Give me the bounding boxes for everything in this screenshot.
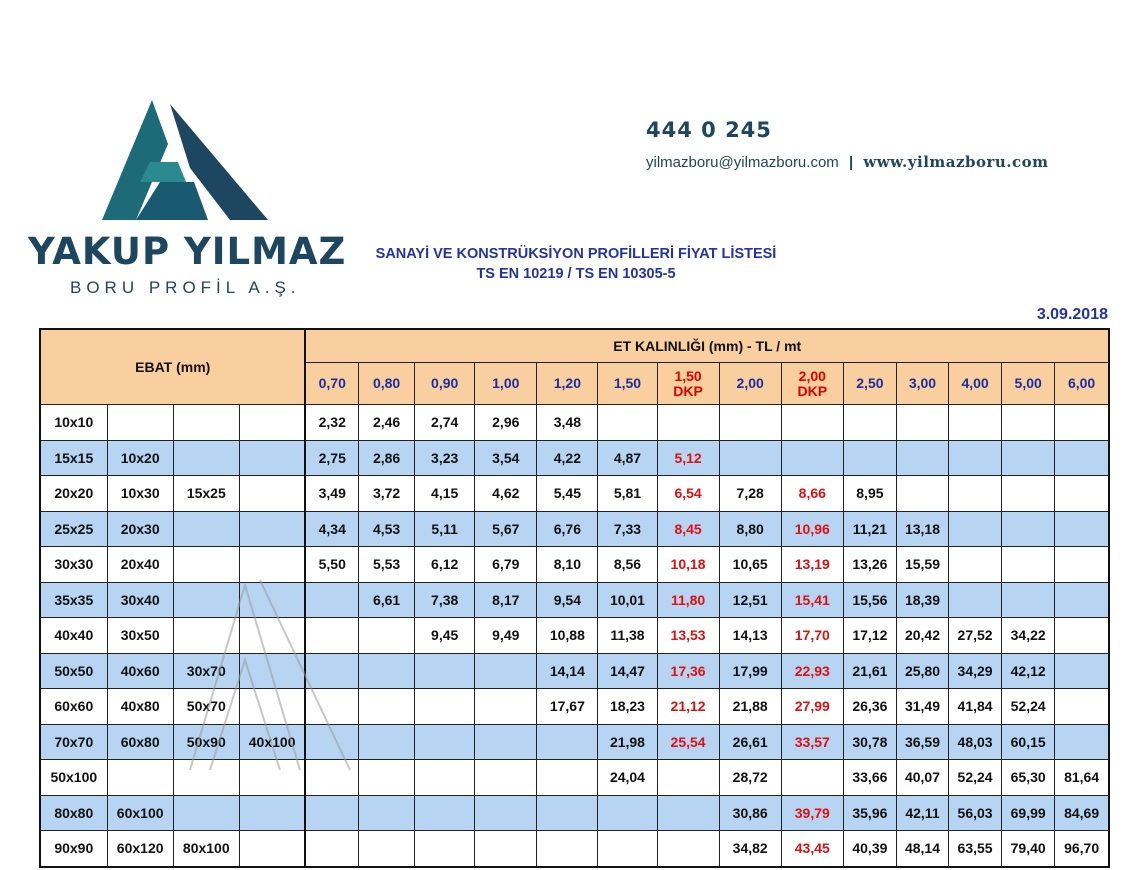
price-cell: [305, 653, 358, 689]
ebat-header: EBAT (mm): [40, 329, 305, 405]
price-cell: [843, 440, 896, 476]
price-cell: [949, 440, 1002, 476]
price-cell: 18,23: [598, 689, 657, 725]
size-cell: [173, 547, 239, 583]
price-cell: [305, 795, 358, 831]
price-cell: 5,45: [537, 476, 598, 512]
price-cell: 11,80: [657, 582, 719, 618]
size-cell: 60x60: [40, 689, 107, 725]
price-cell: 5,67: [475, 511, 537, 547]
price-cell: [781, 405, 843, 441]
thickness-col-3: [475, 363, 537, 405]
price-cell: 40,07: [896, 760, 948, 796]
price-cell: [359, 795, 415, 831]
table-row: [40, 795, 1109, 831]
price-cell: [475, 760, 537, 796]
price-cell: 2,46: [359, 405, 415, 441]
size-cell: [239, 547, 305, 583]
thickness-value: 1,20: [553, 375, 581, 392]
price-cell: 8,80: [719, 511, 781, 547]
price-cell: [1002, 547, 1055, 583]
price-cell: 25,80: [896, 653, 948, 689]
price-cell: [359, 618, 415, 654]
price-cell: 34,29: [949, 653, 1002, 689]
size-cell: 80x100: [173, 831, 239, 867]
thickness-col-0: [305, 363, 358, 405]
size-cell: [239, 831, 305, 867]
size-cell: [239, 653, 305, 689]
price-cell: [657, 795, 719, 831]
price-cell: 17,12: [843, 618, 896, 654]
price-cell: [475, 724, 537, 760]
brand-name: YAKUP YILMAZ: [28, 230, 347, 273]
price-cell: 65,30: [1002, 760, 1055, 796]
price-cell: 10,01: [598, 582, 657, 618]
price-cell: [1055, 405, 1109, 441]
size-cell: 60x80: [107, 724, 173, 760]
thickness-col-6: [657, 363, 719, 405]
size-cell: 10x10: [40, 405, 107, 441]
thickness-value: 1,50: [613, 375, 642, 392]
table-row: [40, 618, 1109, 654]
table-row: [40, 547, 1109, 583]
price-cell: [896, 405, 948, 441]
price-cell: 56,03: [949, 795, 1002, 831]
thickness-col-2: [415, 363, 475, 405]
price-cell: [475, 689, 537, 725]
price-cell: 2,96: [475, 405, 537, 441]
table-row: [40, 653, 1109, 689]
price-cell: 69,99: [1002, 795, 1055, 831]
price-cell: 2,86: [359, 440, 415, 476]
price-cell: [949, 405, 1002, 441]
price-cell: 41,84: [949, 689, 1002, 725]
price-cell: 15,56: [843, 582, 896, 618]
price-cell: 42,12: [1002, 653, 1055, 689]
price-cell: 6,54: [657, 476, 719, 512]
price-cell: 24,04: [598, 760, 657, 796]
price-cell: [1055, 618, 1109, 654]
price-cell: [1055, 582, 1109, 618]
thickness-col-12: [1002, 363, 1055, 405]
thickness-dkp-label: DKP: [797, 382, 828, 399]
price-cell: 4,53: [359, 511, 415, 547]
price-cell: [415, 831, 475, 867]
price-cell: [781, 440, 843, 476]
price-cell: 7,28: [719, 476, 781, 512]
price-cell: 8,66: [781, 476, 843, 512]
price-cell: [949, 547, 1002, 583]
size-cell: 90x90: [40, 831, 107, 867]
price-table-body: [40, 405, 1109, 867]
price-cell: 10,88: [537, 618, 598, 654]
price-cell: [415, 795, 475, 831]
price-cell: 5,12: [657, 440, 719, 476]
table-row: [40, 760, 1109, 796]
size-cell: 40x100: [239, 724, 305, 760]
price-cell: [657, 831, 719, 867]
thickness-col-8: [781, 363, 843, 405]
price-cell: 30,78: [843, 724, 896, 760]
price-cell: [305, 618, 358, 654]
size-cell: [239, 795, 305, 831]
size-cell: 50x100: [40, 760, 107, 796]
price-cell: 17,67: [537, 689, 598, 725]
price-cell: 6,12: [415, 547, 475, 583]
price-cell: [1002, 476, 1055, 512]
size-cell: 35x35: [40, 582, 107, 618]
price-cell: 3,48: [537, 405, 598, 441]
price-cell: 35,96: [843, 795, 896, 831]
table-row: [40, 831, 1109, 867]
thickness-value: 6,00: [1067, 375, 1096, 392]
price-cell: 52,24: [949, 760, 1002, 796]
size-cell: 15x15: [40, 440, 107, 476]
email-link[interactable]: yilmazboru@yilmazboru.com: [646, 154, 839, 171]
price-cell: 4,62: [475, 476, 537, 512]
price-cell: 13,18: [896, 511, 948, 547]
size-cell: [107, 760, 173, 796]
size-cell: 20x20: [40, 476, 107, 512]
thickness-col-1: [359, 363, 415, 405]
price-cell: 4,87: [598, 440, 657, 476]
size-cell: 30x40: [107, 582, 173, 618]
price-cell: 52,24: [1002, 689, 1055, 725]
thickness-value: 2,00: [798, 367, 826, 384]
price-cell: [475, 831, 537, 867]
size-cell: 30x50: [107, 618, 173, 654]
table-row: [40, 476, 1109, 512]
price-cell: 21,12: [657, 689, 719, 725]
price-cell: 10,65: [719, 547, 781, 583]
price-cell: [1055, 476, 1109, 512]
size-cell: [239, 511, 305, 547]
price-cell: 22,93: [781, 653, 843, 689]
thickness-value: 2,00: [736, 375, 764, 392]
price-cell: [843, 405, 896, 441]
price-cell: 3,54: [475, 440, 537, 476]
price-cell: 17,99: [719, 653, 781, 689]
price-cell: 27,52: [949, 618, 1002, 654]
size-cell: 40x80: [107, 689, 173, 725]
price-cell: 7,33: [598, 511, 657, 547]
size-cell: 60x120: [107, 831, 173, 867]
price-cell: [415, 760, 475, 796]
thickness-col-9: [843, 363, 896, 405]
size-cell: [239, 405, 305, 441]
price-cell: [657, 760, 719, 796]
price-cell: 20,42: [896, 618, 948, 654]
company-logo: [28, 100, 347, 300]
price-cell: 25,54: [657, 724, 719, 760]
price-cell: 17,36: [657, 653, 719, 689]
size-cell: 80x80: [40, 795, 107, 831]
price-cell: 84,69: [1055, 795, 1109, 831]
price-cell: 21,98: [598, 724, 657, 760]
price-cell: [305, 689, 358, 725]
price-cell: 60,15: [1002, 724, 1055, 760]
price-cell: [598, 795, 657, 831]
website-link[interactable]: www.yilmazboru.com: [863, 153, 1049, 171]
thickness-value: 1,00: [492, 375, 520, 392]
price-cell: [537, 795, 598, 831]
brand-subtitle: BORU PROFİL A.Ş.: [70, 278, 301, 297]
price-cell: 14,13: [719, 618, 781, 654]
size-cell: 70x70: [40, 724, 107, 760]
price-cell: 17,70: [781, 618, 843, 654]
price-cell: 42,11: [896, 795, 948, 831]
size-cell: [239, 440, 305, 476]
price-cell: 39,79: [781, 795, 843, 831]
price-cell: [475, 653, 537, 689]
price-cell: [598, 831, 657, 867]
thickness-value: 0,80: [372, 375, 401, 392]
price-cell: [949, 476, 1002, 512]
price-cell: 2,32: [305, 405, 358, 441]
price-cell: [1055, 653, 1109, 689]
price-cell: [359, 831, 415, 867]
size-cell: 10x20: [107, 440, 173, 476]
size-cell: [239, 618, 305, 654]
price-list-title: [346, 244, 806, 284]
price-cell: [305, 831, 358, 867]
price-cell: [719, 440, 781, 476]
price-cell: [1055, 547, 1109, 583]
thickness-header: ET KALINLIĞI (mm) - TL / mt: [305, 329, 1109, 363]
price-cell: 63,55: [949, 831, 1002, 867]
size-cell: 15x25: [173, 476, 239, 512]
price-cell: [598, 405, 657, 441]
size-cell: 50x50: [40, 653, 107, 689]
price-cell: 10,96: [781, 511, 843, 547]
price-cell: [359, 760, 415, 796]
price-cell: 26,61: [719, 724, 781, 760]
price-cell: [305, 760, 358, 796]
price-cell: [1055, 724, 1109, 760]
price-cell: [949, 511, 1002, 547]
size-cell: [173, 760, 239, 796]
table-row: [40, 511, 1109, 547]
price-cell: 3,49: [305, 476, 358, 512]
price-cell: 33,57: [781, 724, 843, 760]
thickness-col-4: [537, 363, 598, 405]
price-cell: 34,22: [1002, 618, 1055, 654]
price-cell: 12,51: [719, 582, 781, 618]
price-cell: [1002, 440, 1055, 476]
price-cell: 5,11: [415, 511, 475, 547]
thickness-value: 3,00: [908, 375, 937, 392]
title-line-1: SANAYİ VE KONSTRÜKSİYON PROFİLLERİ FİYAT LİSTESİ: [375, 246, 777, 262]
price-cell: [475, 795, 537, 831]
size-cell: 20x40: [107, 547, 173, 583]
price-cell: 6,79: [475, 547, 537, 583]
size-cell: [239, 760, 305, 796]
size-cell: [239, 689, 305, 725]
price-cell: [305, 724, 358, 760]
size-cell: 20x30: [107, 511, 173, 547]
price-cell: 14,47: [598, 653, 657, 689]
price-cell: 43,45: [781, 831, 843, 867]
price-cell: [949, 582, 1002, 618]
size-cell: [173, 618, 239, 654]
thickness-value: 0,90: [431, 375, 459, 392]
price-cell: 3,72: [359, 476, 415, 512]
thickness-value: 2,50: [856, 375, 884, 392]
price-cell: 79,40: [1002, 831, 1055, 867]
price-cell: 14,14: [537, 653, 598, 689]
size-cell: 30x70: [173, 653, 239, 689]
price-cell: 48,03: [949, 724, 1002, 760]
thickness-col-10: [896, 363, 948, 405]
price-cell: 3,23: [415, 440, 475, 476]
price-cell: 26,36: [843, 689, 896, 725]
price-cell: [1055, 689, 1109, 725]
price-cell: 6,61: [359, 582, 415, 618]
price-cell: [537, 831, 598, 867]
size-cell: [239, 476, 305, 512]
table-row: [40, 724, 1109, 760]
price-cell: 27,99: [781, 689, 843, 725]
price-cell: [537, 724, 598, 760]
size-cell: 25x25: [40, 511, 107, 547]
size-cell: [173, 405, 239, 441]
size-cell: 50x90: [173, 724, 239, 760]
size-cell: 50x70: [173, 689, 239, 725]
thickness-col-13: [1055, 363, 1109, 405]
thickness-col-5: [598, 363, 657, 405]
price-cell: [359, 689, 415, 725]
price-cell: 10,18: [657, 547, 719, 583]
price-cell: 15,59: [896, 547, 948, 583]
phone-number: 444 0 245: [646, 118, 772, 142]
triangle-logo-icon: [90, 100, 270, 222]
title-line-2: TS EN 10219 / TS EN 10305-5: [476, 266, 676, 282]
price-cell: 11,38: [598, 618, 657, 654]
contact-line: [646, 153, 1049, 171]
thickness-value: 4,00: [961, 375, 989, 392]
contact-separator: |: [848, 154, 854, 171]
price-cell: 9,45: [415, 618, 475, 654]
price-cell: 5,53: [359, 547, 415, 583]
thickness-value: 1,50: [674, 367, 702, 384]
thickness-dkp-label: DKP: [673, 382, 703, 399]
price-cell: 8,95: [843, 476, 896, 512]
price-cell: 13,53: [657, 618, 719, 654]
price-cell: 8,17: [475, 582, 537, 618]
price-cell: [896, 476, 948, 512]
price-cell: 2,74: [415, 405, 475, 441]
price-cell: 33,66: [843, 760, 896, 796]
size-cell: [173, 511, 239, 547]
price-cell: 9,54: [537, 582, 598, 618]
price-cell: 9,49: [475, 618, 537, 654]
size-cell: [173, 795, 239, 831]
thickness-col-11: [949, 363, 1002, 405]
size-cell: 40x60: [107, 653, 173, 689]
size-cell: 40x40: [40, 618, 107, 654]
price-cell: 21,88: [719, 689, 781, 725]
price-cell: [719, 405, 781, 441]
price-cell: 5,50: [305, 547, 358, 583]
thickness-value: 0,70: [318, 375, 346, 392]
price-cell: [359, 653, 415, 689]
thickness-col-7: [719, 363, 781, 405]
price-cell: 7,38: [415, 582, 475, 618]
price-cell: [1002, 582, 1055, 618]
price-cell: 8,10: [537, 547, 598, 583]
price-cell: [1002, 405, 1055, 441]
price-cell: [781, 760, 843, 796]
thickness-value: 5,00: [1014, 375, 1042, 392]
price-cell: 4,15: [415, 476, 475, 512]
price-cell: [1002, 511, 1055, 547]
size-cell: [239, 582, 305, 618]
price-cell: [1055, 440, 1109, 476]
size-cell: 10x30: [107, 476, 173, 512]
table-row: [40, 440, 1109, 476]
price-cell: 15,41: [781, 582, 843, 618]
price-cell: 8,56: [598, 547, 657, 583]
price-cell: 31,49: [896, 689, 948, 725]
price-cell: [415, 689, 475, 725]
size-cell: [173, 582, 239, 618]
price-cell: [537, 760, 598, 796]
table-row: [40, 689, 1109, 725]
price-cell: 4,22: [537, 440, 598, 476]
price-cell: 48,14: [896, 831, 948, 867]
size-cell: 60x100: [107, 795, 173, 831]
price-cell: 28,72: [719, 760, 781, 796]
price-cell: [657, 405, 719, 441]
price-cell: 81,64: [1055, 760, 1109, 796]
document-date: 3.09.2018: [1036, 306, 1108, 323]
price-cell: 30,86: [719, 795, 781, 831]
price-cell: 2,75: [305, 440, 358, 476]
price-cell: 13,26: [843, 547, 896, 583]
price-cell: 40,39: [843, 831, 896, 867]
price-cell: [305, 582, 358, 618]
price-cell: 11,21: [843, 511, 896, 547]
price-cell: [359, 724, 415, 760]
price-cell: 8,45: [657, 511, 719, 547]
price-cell: 5,81: [598, 476, 657, 512]
price-cell: [415, 653, 475, 689]
price-cell: 13,19: [781, 547, 843, 583]
price-cell: [896, 440, 948, 476]
size-cell: [107, 405, 173, 441]
size-cell: 30x30: [40, 547, 107, 583]
price-cell: 96,70: [1055, 831, 1109, 867]
price-cell: [415, 724, 475, 760]
price-cell: 18,39: [896, 582, 948, 618]
price-cell: 34,82: [719, 831, 781, 867]
price-table: [39, 328, 1110, 868]
price-cell: [1055, 511, 1109, 547]
size-cell: [173, 440, 239, 476]
table-row: [40, 405, 1109, 441]
table-row: [40, 582, 1109, 618]
price-cell: 4,34: [305, 511, 358, 547]
price-cell: 6,76: [537, 511, 598, 547]
price-cell: 21,61: [843, 653, 896, 689]
price-cell: 36,59: [896, 724, 948, 760]
